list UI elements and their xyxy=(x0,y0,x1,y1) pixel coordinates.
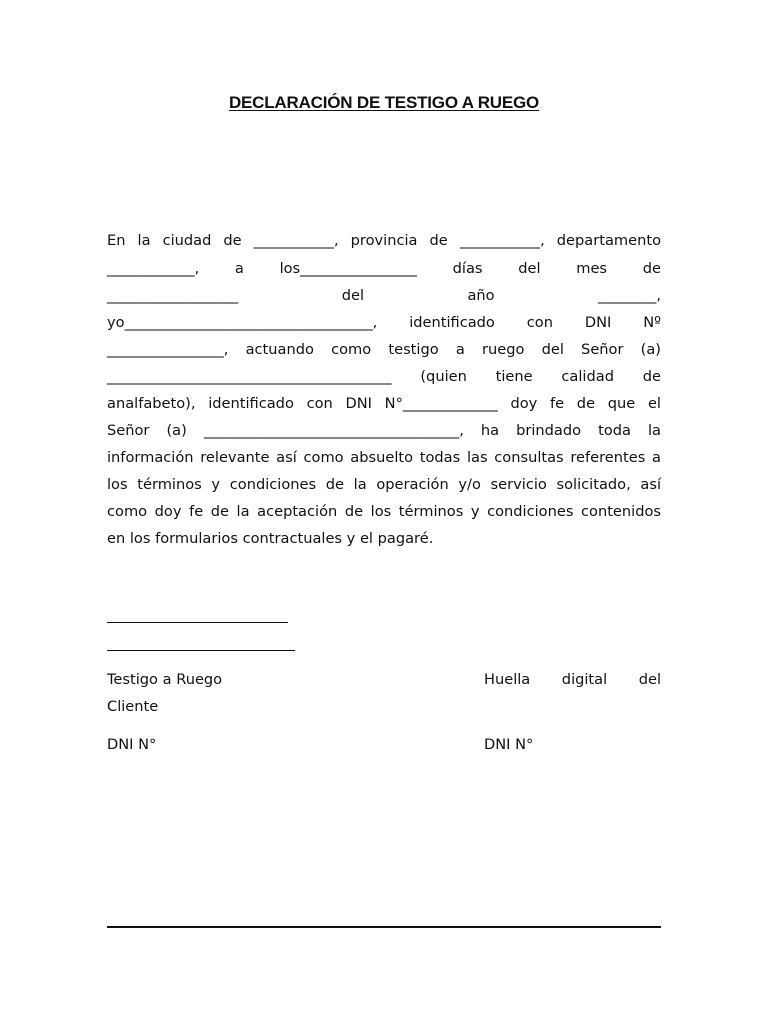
body-line-5: ________________, actuando como testigo a ruego del Señor (a) xyxy=(107,341,661,358)
body-line-4: yo__________________________________, identificado con DNI Nº xyxy=(107,314,661,331)
body-line-3: __________________ del año ________, xyxy=(107,287,661,304)
document-title: DECLARACIÓN DE TESTIGO A RUEGO xyxy=(228,93,540,112)
body-line-11: como doy fe de la aceptación de los términos y condiciones contenidos xyxy=(107,503,661,520)
body-line-1: En la ciudad de ___________, provincia de ___________, departamento xyxy=(107,232,661,249)
footer-rule xyxy=(107,926,661,928)
client-dni-label: DNI N° xyxy=(484,736,534,753)
witness-dni-label: DNI N° xyxy=(107,736,157,753)
body-line-10: los términos y condiciones de la operación y/o servicio solicitado, así xyxy=(107,476,661,493)
client-signature-line xyxy=(107,650,295,651)
witness-signature-line xyxy=(107,622,288,623)
body-line-2: ____________, a los________________ días del mes de xyxy=(107,260,661,277)
body-line-12: en los formularios contractuales y el pagaré. xyxy=(107,530,434,547)
witness-label: Testigo a Ruego xyxy=(107,671,223,688)
body-line-8: Señor (a) ___________________________________, ha brindado toda la xyxy=(107,422,661,439)
body-line-9: información relevante así como absuelto todas las consultas referentes a xyxy=(107,449,661,466)
body-line-7: analfabeto), identificado con DNI N°_____________ doy fe de que el xyxy=(107,395,661,412)
body-line-6: _______________________________________ (quien tiene calidad de xyxy=(107,368,661,385)
fingerprint-label: Huella digital del xyxy=(484,671,661,688)
client-label: Cliente xyxy=(107,698,159,715)
